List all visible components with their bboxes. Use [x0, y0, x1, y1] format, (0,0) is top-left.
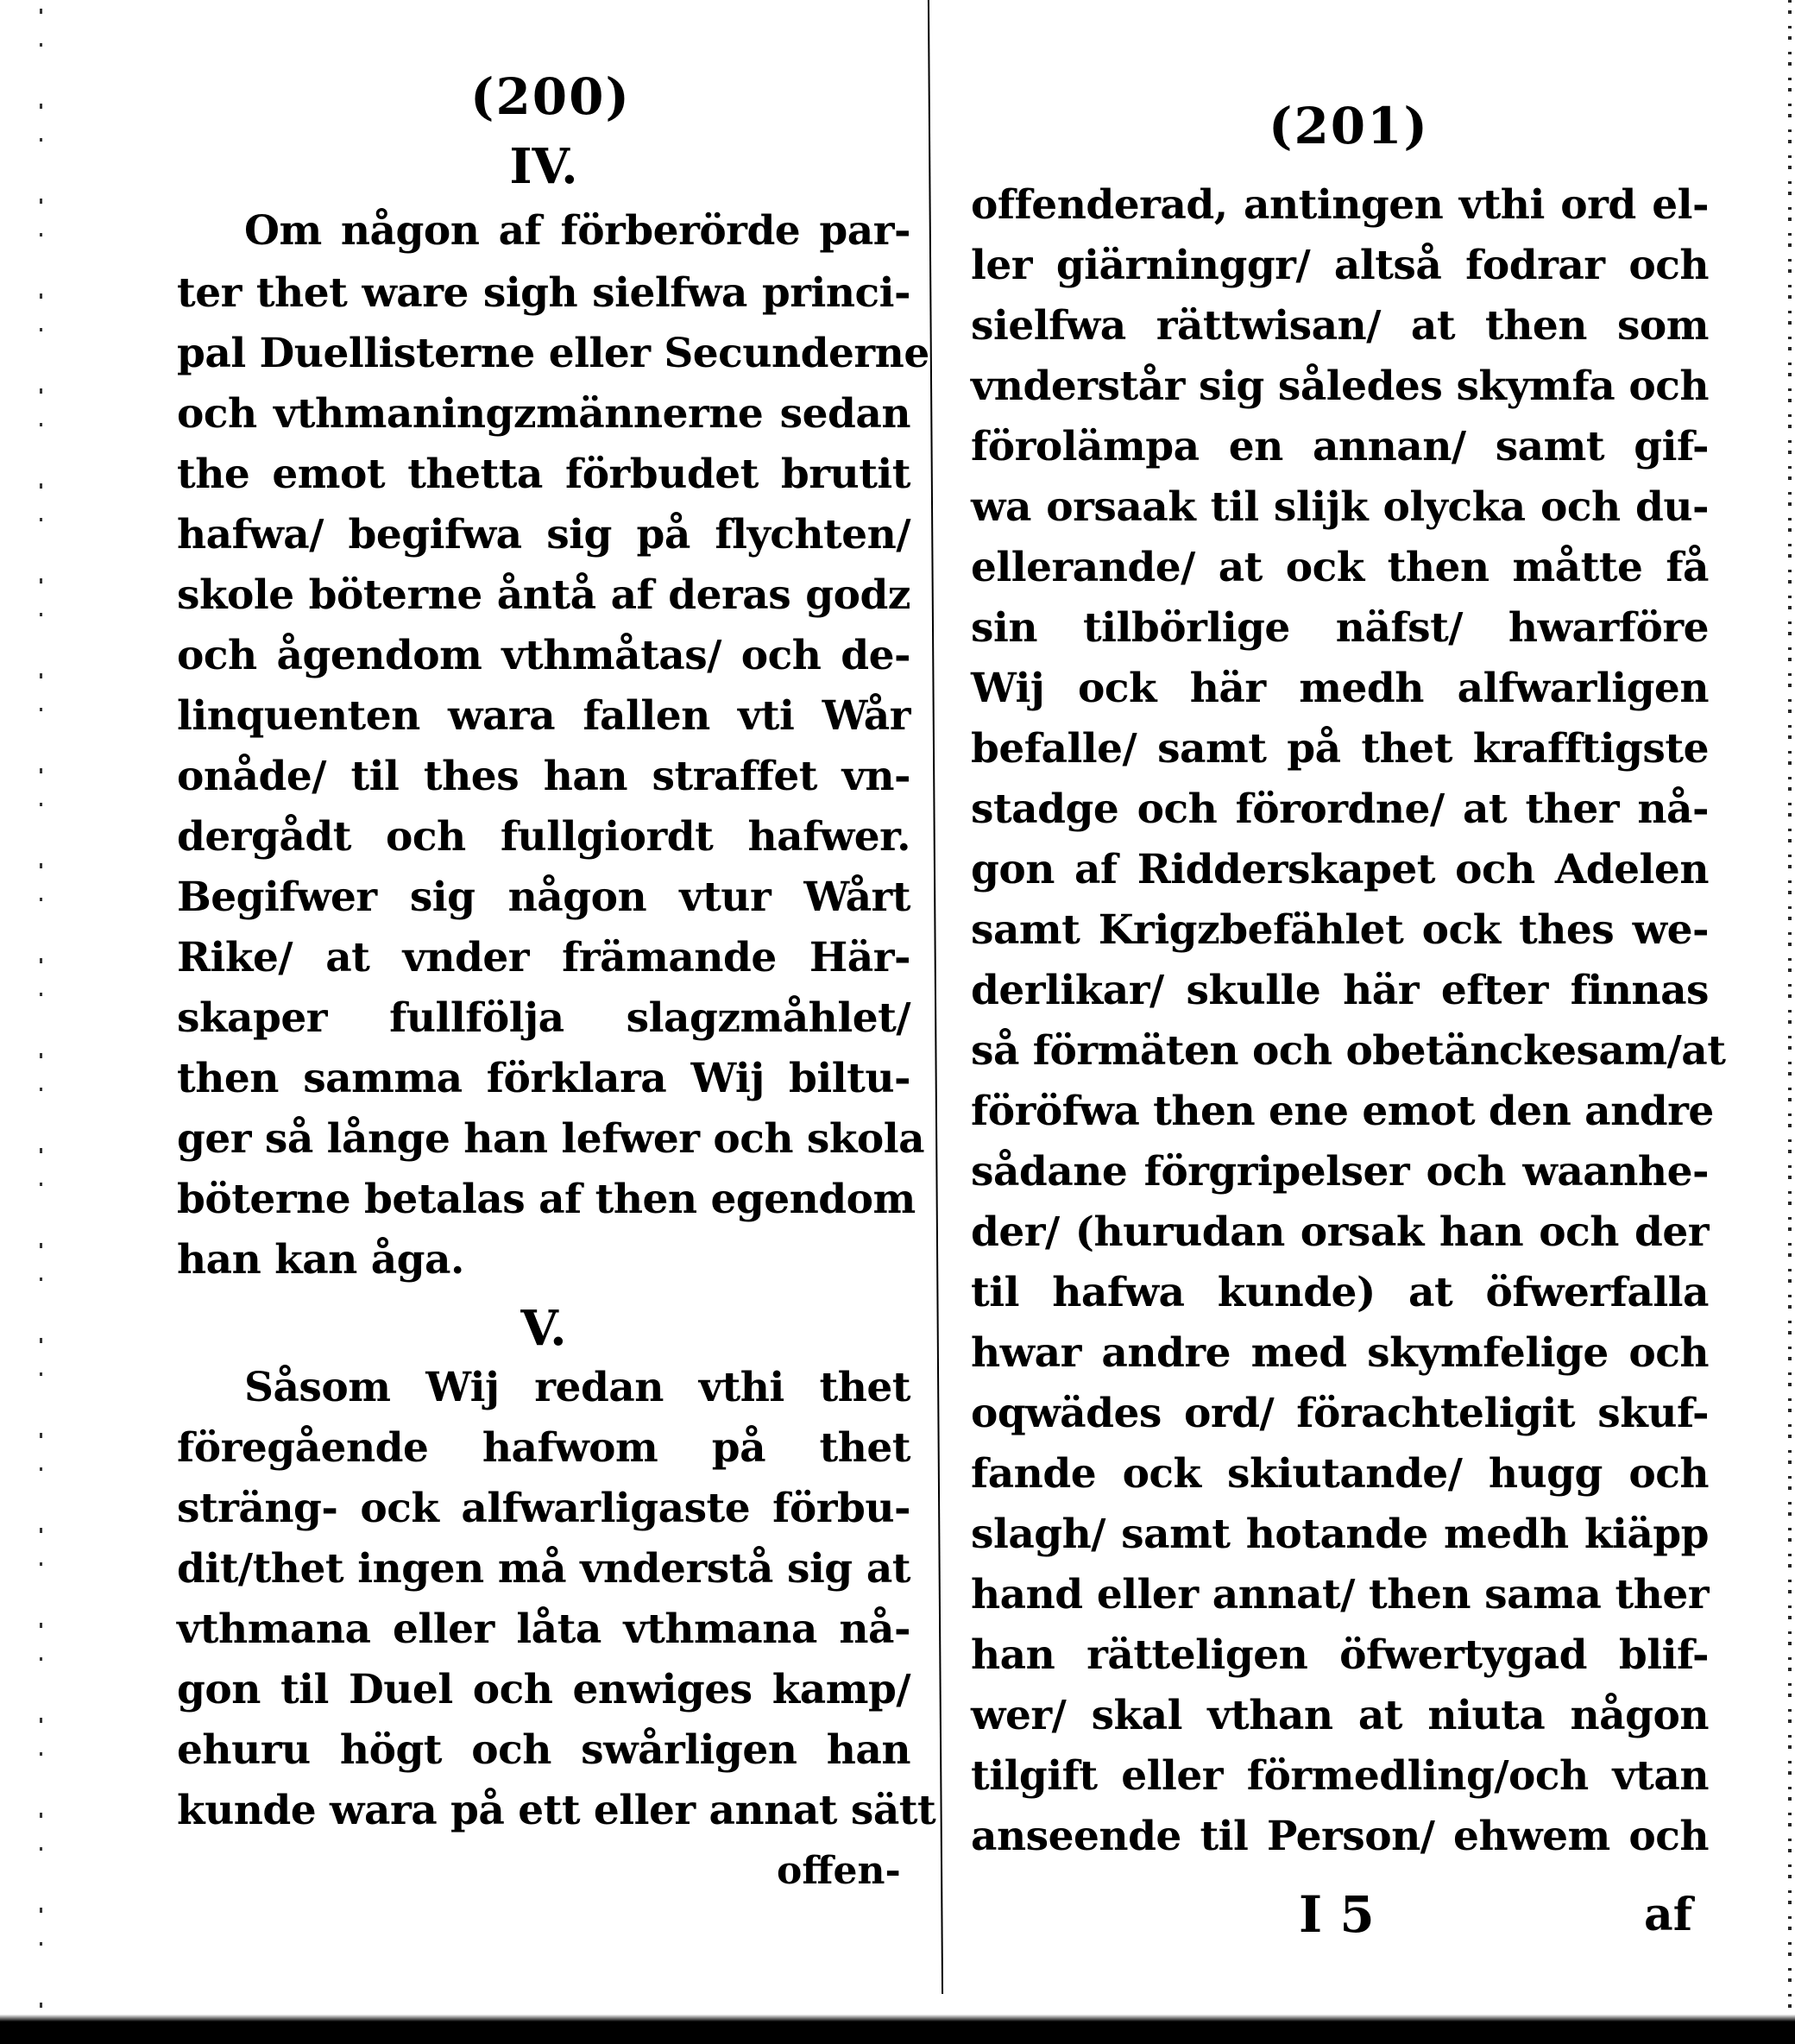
page-number-left: (200) — [470, 67, 631, 126]
text-line: der/ (hurudan orsak han och der — [971, 1208, 1709, 1256]
text-line: sielfwa rättwisan/ at then som — [971, 302, 1709, 350]
text-line: ehuru högt och swårligen han — [177, 1726, 910, 1774]
text-line: hwar andre med skymfelige och — [971, 1329, 1709, 1377]
text-line: Wij ock här medh alfwarligen — [971, 665, 1709, 712]
catchword-right: af — [1644, 1889, 1693, 1941]
text-line: slagh/ samt hotande medh kiäpp — [971, 1511, 1709, 1558]
text-line: Begifwer sig någon vtur Wårt — [177, 874, 910, 921]
text-line: skaper fullfölja slagzmåhlet/ — [177, 994, 910, 1042]
text-line: gon af Ridderskapet och Adelen — [971, 846, 1709, 893]
text-line: samt Krigzbefählet ock thes we- — [971, 906, 1709, 954]
section-heading-v: V. — [520, 1300, 567, 1357]
text-line: föröfwa then ene emot den andre — [971, 1088, 1714, 1135]
text-line: sin tilbörlige näfst/ hwarföre — [971, 604, 1709, 652]
text-line: dit/thet ingen må vnderstå sig at — [177, 1545, 910, 1593]
text-line: derlikar/ skulle här efter finnas — [971, 967, 1709, 1014]
text-line: oqwädes ord/ förachteligit skuf- — [971, 1390, 1709, 1437]
page-number-right: (201) — [1269, 97, 1429, 155]
right-margin-page-edges — [1788, 0, 1792, 2020]
text-line: hafwa/ begifwa sig på flychten/ — [177, 511, 910, 558]
left-margin-speckles — [40, 9, 42, 2011]
text-line: tilgift eller förmedling/och vtan — [971, 1752, 1709, 1800]
text-line: vthmana eller låta vthmana nå- — [177, 1606, 910, 1653]
signature-mark: I 5 — [1299, 1885, 1375, 1944]
text-line: han kan åga. — [177, 1236, 464, 1284]
text-line: stadge och förordne/ at ther nå- — [971, 785, 1709, 833]
text-line: linquenten wara fallen vti Wår — [177, 692, 910, 740]
text-line: förolämpa en annan/ samt gif- — [971, 423, 1709, 470]
text-line: vnderstår sig således skymfa och — [971, 363, 1709, 410]
text-line: Såsom Wij redan vthi thet — [244, 1364, 910, 1411]
text-line: Rike/ at vnder främande Här- — [177, 934, 910, 981]
text-line: böterne betalas af then egendom — [177, 1176, 916, 1223]
text-line: Om någon af förberörde par- — [244, 207, 910, 255]
text-line: til hafwa kunde) at öfwerfalla — [971, 1269, 1709, 1316]
text-line: wa orsaak til slijk olycka och du- — [971, 483, 1709, 531]
text-line: offenderad, antingen vthi ord el- — [971, 181, 1709, 229]
text-line: och vthmaningzmännerne sedan — [177, 390, 910, 438]
text-line: ellerande/ at ock then måtte få — [971, 544, 1709, 591]
center-gutter-line — [928, 0, 943, 1994]
text-line: sådane förgripelser och waanhe- — [971, 1148, 1709, 1195]
text-line: onåde/ til thes han straffet vn- — [177, 753, 910, 800]
text-line: hand eller annat/ then sama ther — [971, 1571, 1709, 1618]
text-line: befalle/ samt på thet krafftigste — [971, 725, 1709, 773]
section-heading-iv: IV. — [509, 138, 578, 195]
text-line: dergådt och fullgiordt hafwer. — [177, 813, 910, 861]
text-line: fande ock skiutande/ hugg och — [971, 1450, 1709, 1498]
text-line: anseende til Person/ ehwem och — [971, 1813, 1709, 1860]
text-line: ler giärninggr/ altså fodrar och — [971, 242, 1709, 289]
text-line: så förmäten och obetänckesam/at — [971, 1027, 1726, 1075]
text-line: then samma förklara Wij biltu- — [177, 1055, 910, 1102]
text-line: pal Duellisterne eller Secunderne — [177, 330, 929, 377]
text-line: föregående hafwom på thet — [177, 1424, 910, 1472]
bottom-scan-shadow — [0, 2022, 1795, 2044]
text-line: och ågendom vthmåtas/ och de- — [177, 632, 910, 679]
text-line: ger så långe han lefwer och skola — [177, 1115, 925, 1163]
catchword-left: offen- — [777, 1849, 901, 1893]
text-line: the emot thetta förbudet brutit — [177, 451, 910, 498]
text-line: han rätteligen öfwertygad blif- — [971, 1631, 1709, 1679]
text-line: wer/ skal vthan at niuta någon — [971, 1692, 1709, 1739]
text-line: ter thet ware sigh sielfwa princi- — [177, 269, 910, 317]
text-line: kunde wara på ett eller annat sätt — [177, 1787, 936, 1834]
text-line: sträng- ock alfwarligaste förbu- — [177, 1485, 910, 1532]
text-line: skole böterne åntå af deras godz — [177, 571, 910, 619]
text-line: gon til Duel och enwiges kamp/ — [177, 1666, 910, 1713]
